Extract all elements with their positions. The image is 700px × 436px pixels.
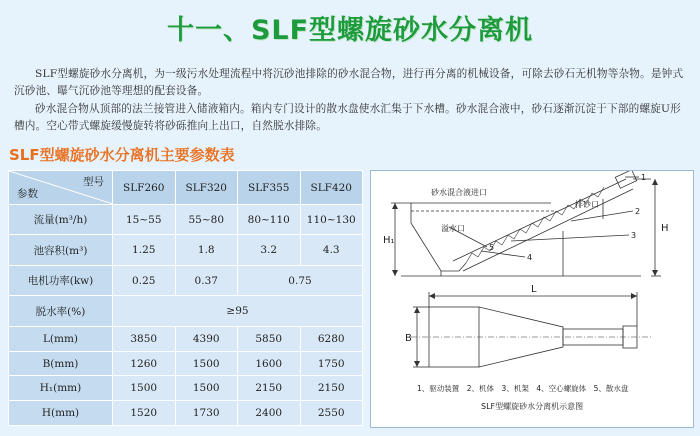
table-cell: ≥95 <box>113 296 363 326</box>
table-cell: 1600 <box>238 351 301 376</box>
table-cell: 6280 <box>300 326 363 351</box>
table-cell: 2400 <box>238 401 301 426</box>
table-cell: 4390 <box>175 326 238 351</box>
table-cell: 15~55 <box>113 205 176 235</box>
table-cell: 3850 <box>113 326 176 351</box>
overflow-label: 溢水口 <box>441 224 465 233</box>
callout-4: 4 <box>527 253 533 262</box>
row-label: H(mm) <box>9 401 113 426</box>
table-cell: 1.25 <box>113 235 176 265</box>
corner-model-label: 型号 <box>83 176 104 188</box>
table-cell: 0.25 <box>113 265 176 295</box>
callout-1: 1 <box>641 173 647 182</box>
table-cell: 55~80 <box>175 205 238 235</box>
row-label: 电机功率(kw) <box>9 265 113 295</box>
parameter-table <box>8 170 363 426</box>
drive-unit <box>615 171 636 188</box>
model-header: SLF320 <box>175 171 238 205</box>
row-label: 流量(m³/h) <box>9 205 113 235</box>
table-cell: 1500 <box>175 351 238 376</box>
table-cell: 1500 <box>113 376 176 401</box>
table-row <box>9 401 363 426</box>
table-cell: 1.8 <box>175 235 238 265</box>
table-cell: 110~130 <box>300 205 363 235</box>
table-cell: 1260 <box>113 351 176 376</box>
corner-param-label: 参数 <box>17 188 38 200</box>
table-cell: 1750 <box>300 351 363 376</box>
model-header: SLF355 <box>238 171 301 205</box>
schematic-drawing <box>371 171 693 427</box>
intro-paragraph-2: 砂水混合物从顶部的法兰接管进入储液箱内。箱内专门设计的散水盘使水汇集于下水槽。砂水混合液中，砂石逐渐沉淀于下部的螺旋U形槽内。空心带式螺旋缓慢旋转将砂砾推向上出口，自然脱水排除。 <box>14 103 681 132</box>
table-row <box>9 351 363 376</box>
model-header: SLF260 <box>113 171 176 205</box>
diagram-caption: SLF型螺旋砂水分离机示意图 <box>481 402 584 411</box>
row-label: 脱水率(%) <box>9 296 113 326</box>
table-title: SLF型螺旋砂水分离机主要参数表 <box>9 146 235 164</box>
table-cell: 2550 <box>300 401 363 426</box>
dim-b-label: B <box>405 333 412 344</box>
callout-3: 3 <box>631 231 637 240</box>
table-row <box>9 265 363 295</box>
callout-2: 2 <box>635 207 641 216</box>
table-row <box>9 205 363 235</box>
dim-l-label: L <box>531 284 537 295</box>
table-cell: 0.75 <box>238 265 363 295</box>
table-row <box>9 326 363 351</box>
callout-5: 5 <box>489 243 495 252</box>
inlet-label: 砂水混合液进口 <box>431 188 487 197</box>
dim-h-label: H <box>661 223 669 234</box>
table-corner-cell <box>9 171 113 205</box>
table-header-row <box>9 171 363 205</box>
table-cell: 1500 <box>175 376 238 401</box>
dim-h1-label: H₁ <box>383 235 395 246</box>
row-label: B(mm) <box>9 351 113 376</box>
row-label: H₁(mm) <box>9 376 113 401</box>
sand-outlet-label: 排砂口 <box>575 200 599 209</box>
table-row <box>9 235 363 265</box>
table-cell: 80~110 <box>238 205 301 235</box>
table-row <box>9 376 363 401</box>
schematic-diagram <box>370 170 694 428</box>
row-label: L(mm) <box>9 326 113 351</box>
row-label: 池容积(m³) <box>9 235 113 265</box>
table-cell: 0.37 <box>175 265 238 295</box>
screw-trough-lower <box>463 189 633 271</box>
model-header: SLF420 <box>300 171 363 205</box>
page-title: 十一、SLF型螺旋砂水分离机 <box>166 15 534 46</box>
table-cell: 1520 <box>113 401 176 426</box>
table-cell: 2150 <box>300 376 363 401</box>
table-cell: 3.2 <box>238 235 301 265</box>
tank-outline <box>411 203 466 271</box>
diagram-legend: 1、驱动装置 2、机体 3、机架 4、空心螺旋体 5、散水盘 <box>417 384 629 393</box>
intro-paragraph-1: SLF型螺旋砂水分离机，为一级污水处理流程中将沉砂池排除的砂水混合物，进行再分离的机械设备，可除去砂石无机物等杂物。是钟式沉砂池、曝气沉砂池等理想的配套设备。 <box>14 68 684 97</box>
table-cell: 2150 <box>238 376 301 401</box>
table-row <box>9 296 363 326</box>
table-cell: 5850 <box>238 326 301 351</box>
table-cell: 4.3 <box>300 235 363 265</box>
table-cell: 1730 <box>175 401 238 426</box>
